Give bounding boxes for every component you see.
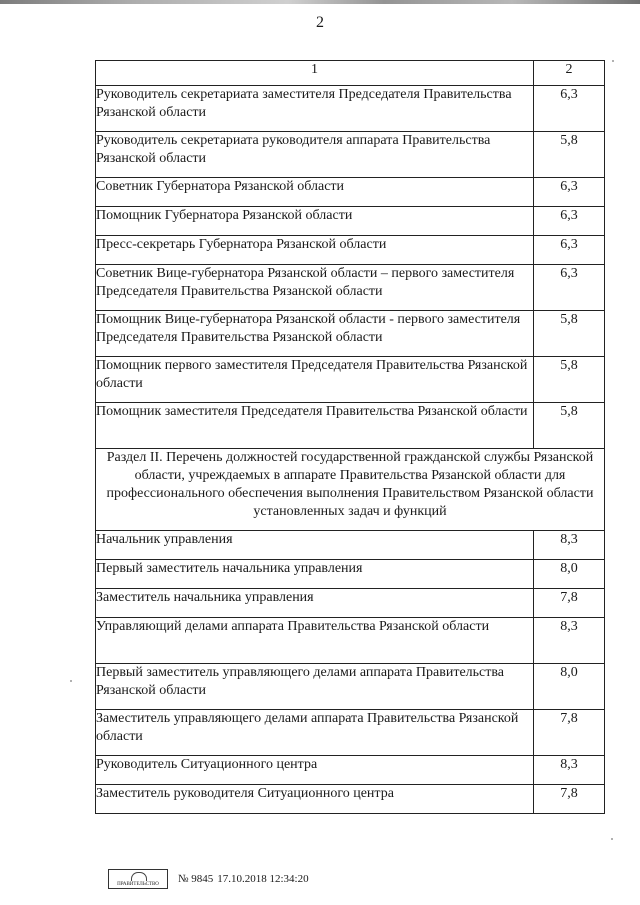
registration-info: [178, 873, 309, 885]
logo-caption: ПРАВИТЕЛЬСТВО: [117, 882, 159, 887]
table-row: [96, 403, 605, 449]
positions-table: [95, 60, 605, 814]
position-name: Советник Губернатора Рязанской области: [96, 178, 534, 207]
table-row: [96, 265, 605, 311]
header-col1: 1: [96, 61, 534, 86]
position-name: Советник Вице-губернатора Рязанской области – первого заместителя Председателя Правительства Рязанской области: [96, 265, 534, 311]
position-name: Помощник первого заместителя Председателя Правительства Рязанской области: [96, 357, 534, 403]
table-row: [96, 132, 605, 178]
coefficient-value: 6,3: [534, 207, 605, 236]
coefficient-value: 5,8: [534, 311, 605, 357]
table-row: [96, 618, 605, 664]
registration-number: № 9845: [178, 873, 214, 885]
table-row: [96, 178, 605, 207]
table-row: [96, 357, 605, 403]
position-name: Управляющий делами аппарата Правительства Рязанской области: [96, 618, 534, 664]
position-name: Помощник заместителя Председателя Правительства Рязанской области: [96, 403, 534, 449]
table-row: [96, 756, 605, 785]
coefficient-value: 5,8: [534, 403, 605, 449]
position-name: Помощник Губернатора Рязанской области: [96, 207, 534, 236]
coefficient-value: 5,8: [534, 357, 605, 403]
registration-timestamp: 17.10.2018 12:34:20: [217, 873, 309, 885]
table-row: [96, 589, 605, 618]
coefficient-value: 5,8: [534, 132, 605, 178]
coefficient-value: 8,3: [534, 756, 605, 785]
scan-speck: [612, 60, 614, 62]
coefficient-value: 6,3: [534, 265, 605, 311]
section-row: [96, 449, 605, 531]
position-name: Первый заместитель управляющего делами аппарата Правительства Рязанской области: [96, 664, 534, 710]
scan-top-edge: [0, 0, 640, 4]
coefficient-value: 7,8: [534, 785, 605, 814]
coefficient-value: 6,3: [534, 178, 605, 207]
coefficient-value: 7,8: [534, 710, 605, 756]
table-row: [96, 207, 605, 236]
table-row: [96, 311, 605, 357]
position-name: Начальник управления: [96, 531, 534, 560]
coefficient-value: 8,0: [534, 664, 605, 710]
page-number: 2: [316, 14, 324, 31]
position-name: Помощник Вице-губернатора Рязанской области - первого заместителя Председателя Правительства Рязанской области: [96, 311, 534, 357]
table-row: [96, 86, 605, 132]
coefficient-value: 8,0: [534, 560, 605, 589]
table-row: [96, 236, 605, 265]
scan-speck: [611, 838, 613, 840]
coefficient-value: 7,8: [534, 589, 605, 618]
position-name: Руководитель секретариата заместителя Председателя Правительства Рязанской области: [96, 86, 534, 132]
coefficient-value: 6,3: [534, 236, 605, 265]
coefficient-value: 8,3: [534, 531, 605, 560]
section-title: Раздел II. Перечень должностей государственной гражданской службы Рязанской области, учреждаемых в аппарате Правительства Рязанской области для профессионального обеспечения выполнения Правительством Рязанской области установленных задач и функций: [96, 449, 605, 531]
position-name: Заместитель управляющего делами аппарата Правительства Рязанской области: [96, 710, 534, 756]
footer-stamp: [108, 868, 309, 890]
position-name: Пресс-секретарь Губернатора Рязанской области: [96, 236, 534, 265]
position-name: Заместитель начальника управления: [96, 589, 534, 618]
position-name: Заместитель руководителя Ситуационного центра: [96, 785, 534, 814]
government-logo-icon: [108, 869, 168, 889]
position-name: Первый заместитель начальника управления: [96, 560, 534, 589]
header-col2: 2: [534, 61, 605, 86]
table-header-row: [96, 61, 605, 86]
table-row: [96, 664, 605, 710]
table-row: [96, 531, 605, 560]
coefficient-value: 8,3: [534, 618, 605, 664]
scan-speck: [70, 680, 72, 682]
table-row: [96, 710, 605, 756]
position-name: Руководитель Ситуационного центра: [96, 756, 534, 785]
table-row: [96, 785, 605, 814]
coefficient-value: 6,3: [534, 86, 605, 132]
table-row: [96, 560, 605, 589]
position-name: Руководитель секретариата руководителя аппарата Правительства Рязанской области: [96, 132, 534, 178]
